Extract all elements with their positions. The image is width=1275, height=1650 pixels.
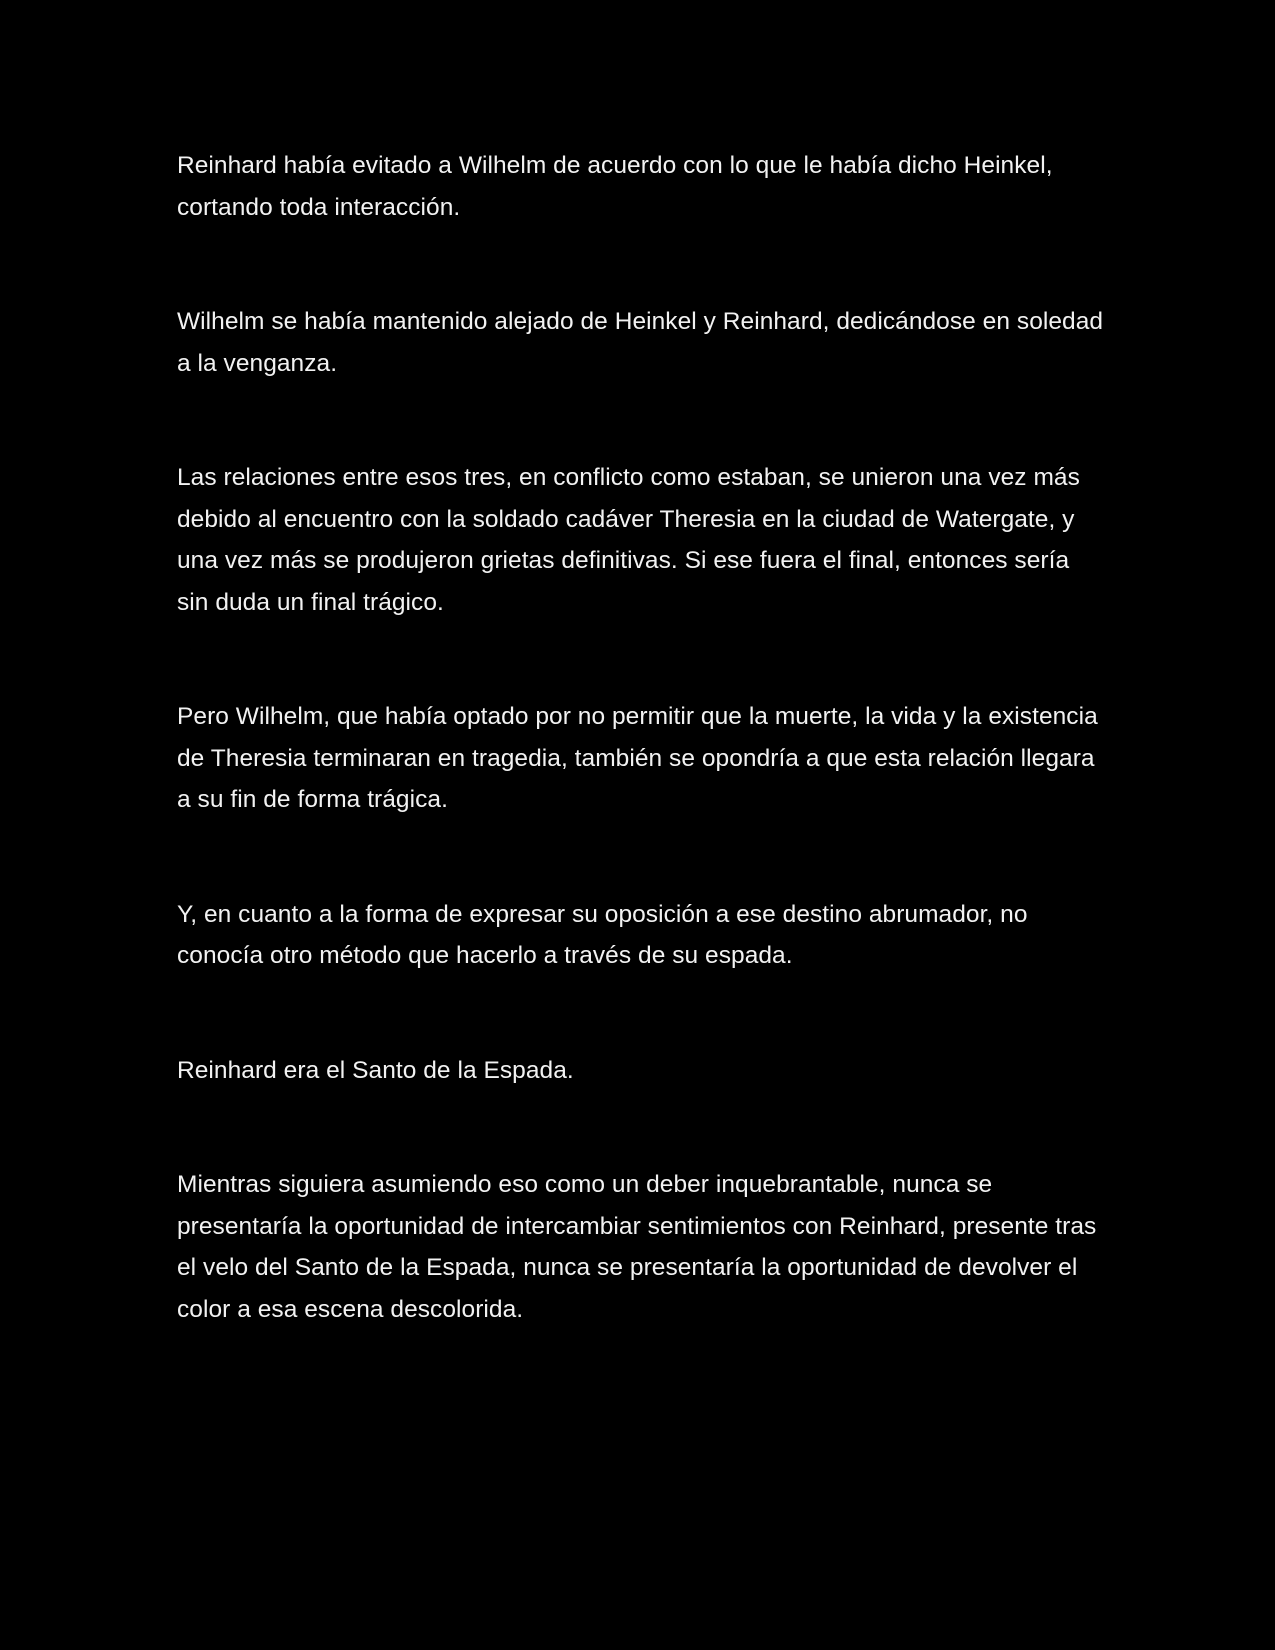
paragraph-4: Pero Wilhelm, que había optado por no permitir que la muerte, la vida y la existencia de Theresia terminaran en tragedia, también se opondría a que esta relación llegara a su fin de forma trágica. bbox=[177, 703, 1098, 813]
paragraph-2: Wilhelm se había mantenido alejado de Heinkel y Reinhard, dedicándose en soledad a la venganza. bbox=[177, 308, 1104, 377]
paragraph-5: Y, en cuanto a la forma de expresar su oposición a ese destino abrumador, no conocía otro método que hacerlo a través de su espada. bbox=[177, 900, 1028, 969]
paragraph-6: Reinhard era el Santo de la Espada. bbox=[177, 1056, 574, 1084]
document-body bbox=[177, 145, 1107, 1403]
paragraph-1: Reinhard había evitado a Wilhelm de acuerdo con lo que le había dicho Heinkel, cortando toda interacción. bbox=[177, 152, 1053, 221]
paragraph-7: Mientras siguiera asumiendo eso como un deber inquebrantable, nunca se presentaría la oportunidad de intercambiar sentimientos con Reinhard, presente tras el velo del Santo de la Espada, nunca se presentaría la oportunidad de devolver el color a esa escena descolorida. bbox=[177, 1171, 1097, 1323]
paragraph-3: Las relaciones entre esos tres, en conflicto como estaban, se unieron una vez más debido al encuentro con la soldado cadáver Theresia en la ciudad de Watergate, y una vez más se produjeron grietas definitivas. Si ese fuera el final, entonces sería sin duda un final trágico. bbox=[177, 464, 1080, 616]
